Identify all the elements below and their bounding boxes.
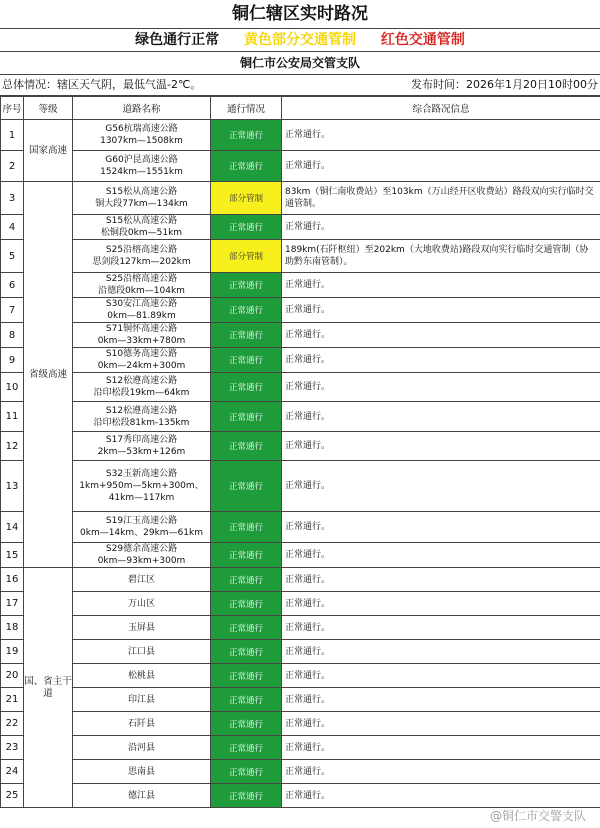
watermark: @铜仁市交警支队: [489, 809, 586, 823]
road-name-line: S25沿榕高速公路: [105, 274, 178, 284]
status-cell: 正常通行: [211, 664, 282, 688]
row-number: 16: [1, 568, 24, 592]
table-row: [1, 348, 600, 373]
road-name-line: 松桃县: [127, 670, 155, 681]
status-cell: 正常通行: [211, 543, 282, 568]
road-info: 正常通行。: [282, 273, 600, 298]
road-name: [73, 616, 211, 640]
road-name: [73, 592, 211, 616]
road-name: [73, 688, 211, 712]
row-number: 23: [1, 736, 24, 760]
road-info: 正常通行。: [282, 712, 600, 736]
row-number: 25: [1, 784, 24, 808]
road-name: [73, 543, 211, 568]
road-name-line: 沿印松段19km—64km: [93, 388, 190, 398]
road-grade: 省级高速: [24, 182, 73, 568]
header-status: 通行情况: [211, 97, 282, 120]
table-row: [1, 688, 600, 712]
status-cell: 正常通行: [211, 640, 282, 664]
row-number: 19: [1, 640, 24, 664]
status-cell: 正常通行: [211, 592, 282, 616]
status-cell: 正常通行: [211, 568, 282, 592]
road-name-line: 印江县: [127, 694, 155, 705]
road-name-line: 1km+950m—5km+300m、: [79, 481, 204, 491]
row-number: 18: [1, 616, 24, 640]
road-name-line: 沿德段0km—104km: [98, 286, 185, 296]
road-name-line: 0km—81.89km: [107, 311, 176, 321]
row-number: 21: [1, 688, 24, 712]
road-name-line: S25沿榕高速公路: [105, 245, 178, 255]
road-name-line: 玉屏县: [127, 622, 155, 633]
road-name: [73, 373, 211, 402]
road-name-line: 0km—14km、29km—61km: [80, 528, 203, 538]
road-name-line: 江口县: [127, 646, 155, 657]
row-number: 15: [1, 543, 24, 568]
road-name: [73, 664, 211, 688]
row-number: 17: [1, 592, 24, 616]
table-row: [1, 616, 600, 640]
status-cell: 正常通行: [211, 348, 282, 373]
row-number: 1: [1, 120, 24, 151]
status-cell: 正常通行: [211, 432, 282, 461]
road-name-line: 1307km—1508km: [100, 136, 183, 146]
header-road: 道路名称: [73, 97, 211, 120]
status-cell: 正常通行: [211, 616, 282, 640]
weather-summary: 总体情况：辖区天气阴，最低气温-2℃。: [2, 78, 202, 91]
road-name-line: S10德务高速公路: [105, 349, 178, 359]
road-info: 正常通行。: [282, 760, 600, 784]
status-cell: 正常通行: [211, 736, 282, 760]
road-name: [73, 784, 211, 808]
road-info: 正常通行。: [282, 568, 600, 592]
road-name-line: 沿印松段81km-135km: [93, 417, 190, 428]
table-row: [1, 402, 600, 432]
road-info: 83km（铜仁南收费站）至103km（万山经开区收费站）路段双向实行临时交通管制。: [282, 182, 600, 215]
table-header-row: [1, 97, 600, 120]
road-name-line: 1524km—1551km: [100, 167, 183, 177]
table-row: [1, 432, 600, 461]
table-row: [1, 712, 600, 736]
row-number: 6: [1, 273, 24, 298]
road-name: [73, 402, 211, 432]
road-info: 正常通行。: [282, 664, 600, 688]
road-name: [73, 568, 211, 592]
road-info: 正常通行。: [282, 461, 600, 512]
road-name-line: S12松遵高速公路: [105, 376, 178, 386]
road-name-line: S32玉新高速公路: [105, 469, 178, 479]
status-cell: 正常通行: [211, 461, 282, 512]
road-name-line: 41km—117km: [108, 493, 175, 503]
page-title: 铜仁辖区实时路况: [0, 0, 600, 29]
row-number: 14: [1, 512, 24, 543]
status-cell: 正常通行: [211, 512, 282, 543]
road-info: 正常通行。: [282, 215, 600, 240]
table-row: [1, 784, 600, 808]
road-name-line: 0km—33km+780m: [97, 336, 186, 346]
table-row: [1, 736, 600, 760]
row-number: 11: [1, 402, 24, 432]
table-row: [1, 323, 600, 348]
road-info: 正常通行。: [282, 402, 600, 432]
row-number: 5: [1, 240, 24, 273]
road-info: 正常通行。: [282, 373, 600, 402]
road-info: 正常通行。: [282, 298, 600, 323]
table-row: [1, 240, 600, 273]
road-info: 正常通行。: [282, 432, 600, 461]
row-number: 20: [1, 664, 24, 688]
road-info: 正常通行。: [282, 348, 600, 373]
status-cell: 正常通行: [211, 273, 282, 298]
road-info: 正常通行。: [282, 120, 600, 151]
table-row: [1, 461, 600, 512]
table-row: [1, 215, 600, 240]
table-row: [1, 182, 600, 215]
row-number: 12: [1, 432, 24, 461]
row-number: 13: [1, 461, 24, 512]
road-name-line: 万山区: [127, 598, 155, 609]
road-name-line: 碧江区: [127, 574, 155, 585]
table-row: [1, 512, 600, 543]
row-number: 9: [1, 348, 24, 373]
road-status-table: [0, 96, 600, 808]
road-name-line: 思南县: [127, 766, 155, 777]
road-name-line: 思剑段127km—202km: [92, 257, 191, 267]
road-name-line: S15松从高速公路: [105, 187, 178, 197]
status-cell: 正常通行: [211, 373, 282, 402]
road-name-line: 0km—24km+300m: [97, 361, 186, 371]
road-name: [73, 512, 211, 543]
legend-yellow: 黄色部分交通管制: [244, 32, 356, 48]
table-row: [1, 760, 600, 784]
road-name-line: S30安江高速公路: [105, 299, 178, 309]
table-row: [1, 543, 600, 568]
road-name-line: 2km—53km+126m: [97, 447, 186, 457]
road-name: [73, 348, 211, 373]
road-name: [73, 640, 211, 664]
publish-time: 发布时间：2026年1月20日10时00分: [411, 78, 598, 91]
road-name-line: 松铜段0km—51km: [100, 228, 183, 238]
road-name: [73, 323, 211, 348]
road-name-line: G56杭瑞高速公路: [105, 124, 178, 134]
table-row: [1, 273, 600, 298]
road-info: 正常通行。: [282, 151, 600, 182]
road-name: [73, 712, 211, 736]
road-grade: 国家高速: [24, 120, 73, 182]
status-cell: 正常通行: [211, 215, 282, 240]
road-name: [73, 736, 211, 760]
summary-bar: [0, 75, 600, 96]
row-number: 22: [1, 712, 24, 736]
status-cell: 正常通行: [211, 151, 282, 182]
status-legend: [0, 29, 600, 52]
road-info: 正常通行。: [282, 688, 600, 712]
road-name-line: 铜大段77km—134km: [95, 199, 188, 209]
table-row: [1, 373, 600, 402]
road-info: 正常通行。: [282, 736, 600, 760]
road-name-line: 沿河县: [127, 742, 155, 753]
road-name-line: S17秀印高速公路: [105, 435, 178, 445]
road-info: 正常通行。: [282, 592, 600, 616]
road-grade: 国、省主干道: [24, 568, 73, 808]
header-info: 综合路况信息: [282, 97, 600, 120]
table-row: [1, 640, 600, 664]
legend-red: 红色交通管制: [380, 32, 465, 48]
road-info: 正常通行。: [282, 512, 600, 543]
road-name-line: G60沪昆高速公路: [105, 155, 178, 165]
status-cell: 正常通行: [211, 760, 282, 784]
row-number: 3: [1, 182, 24, 215]
road-info: 正常通行。: [282, 784, 600, 808]
road-name: [73, 182, 211, 215]
status-cell: 正常通行: [211, 784, 282, 808]
road-name-line: 石阡县: [127, 718, 155, 729]
header-no: 序号: [1, 97, 24, 120]
road-name: [73, 432, 211, 461]
issuer: 铜仁市公安局交管支队: [0, 52, 600, 75]
status-cell: 正常通行: [211, 712, 282, 736]
table-row: [1, 568, 600, 592]
status-cell: 正常通行: [211, 323, 282, 348]
row-number: 10: [1, 373, 24, 402]
road-name-line: S71铜怀高速公路: [105, 324, 178, 334]
road-info: 正常通行。: [282, 543, 600, 568]
road-name: [73, 240, 211, 273]
status-cell: 部分管制: [211, 240, 282, 273]
road-info: 189km(石阡枢纽）至202km（大地收费站)路段双向实行临时交通管制（协助黔东南管制）。: [282, 240, 600, 273]
row-number: 8: [1, 323, 24, 348]
road-name: [73, 151, 211, 182]
road-name-line: S15松从高速公路: [105, 216, 178, 226]
row-number: 4: [1, 215, 24, 240]
road-name: [73, 760, 211, 784]
road-info: 正常通行。: [282, 616, 600, 640]
table-row: [1, 120, 600, 151]
road-name: [73, 273, 211, 298]
legend-green: 绿色通行正常: [135, 32, 220, 48]
road-name: [73, 461, 211, 512]
road-info: 正常通行。: [282, 640, 600, 664]
row-number: 2: [1, 151, 24, 182]
road-name-line: S19江玉高速公路: [105, 516, 178, 526]
status-cell: 正常通行: [211, 120, 282, 151]
header-grade: 等级: [24, 97, 73, 120]
road-name: [73, 215, 211, 240]
road-name-line: S29德余高速公路: [105, 544, 178, 554]
row-number: 7: [1, 298, 24, 323]
table-row: [1, 592, 600, 616]
status-cell: 正常通行: [211, 298, 282, 323]
row-number: 24: [1, 760, 24, 784]
road-name-line: S12松遵高速公路: [105, 405, 178, 416]
table-row: [1, 151, 600, 182]
table-row: [1, 298, 600, 323]
status-cell: 正常通行: [211, 688, 282, 712]
road-name: [73, 298, 211, 323]
road-name-line: 德江县: [127, 790, 155, 801]
status-cell: 部分管制: [211, 182, 282, 215]
road-name-line: 0km—93km+300m: [97, 556, 186, 566]
table-body: [1, 120, 600, 808]
road-info: 正常通行。: [282, 323, 600, 348]
table-row: [1, 664, 600, 688]
status-cell: 正常通行: [211, 402, 282, 432]
road-name: [73, 120, 211, 151]
